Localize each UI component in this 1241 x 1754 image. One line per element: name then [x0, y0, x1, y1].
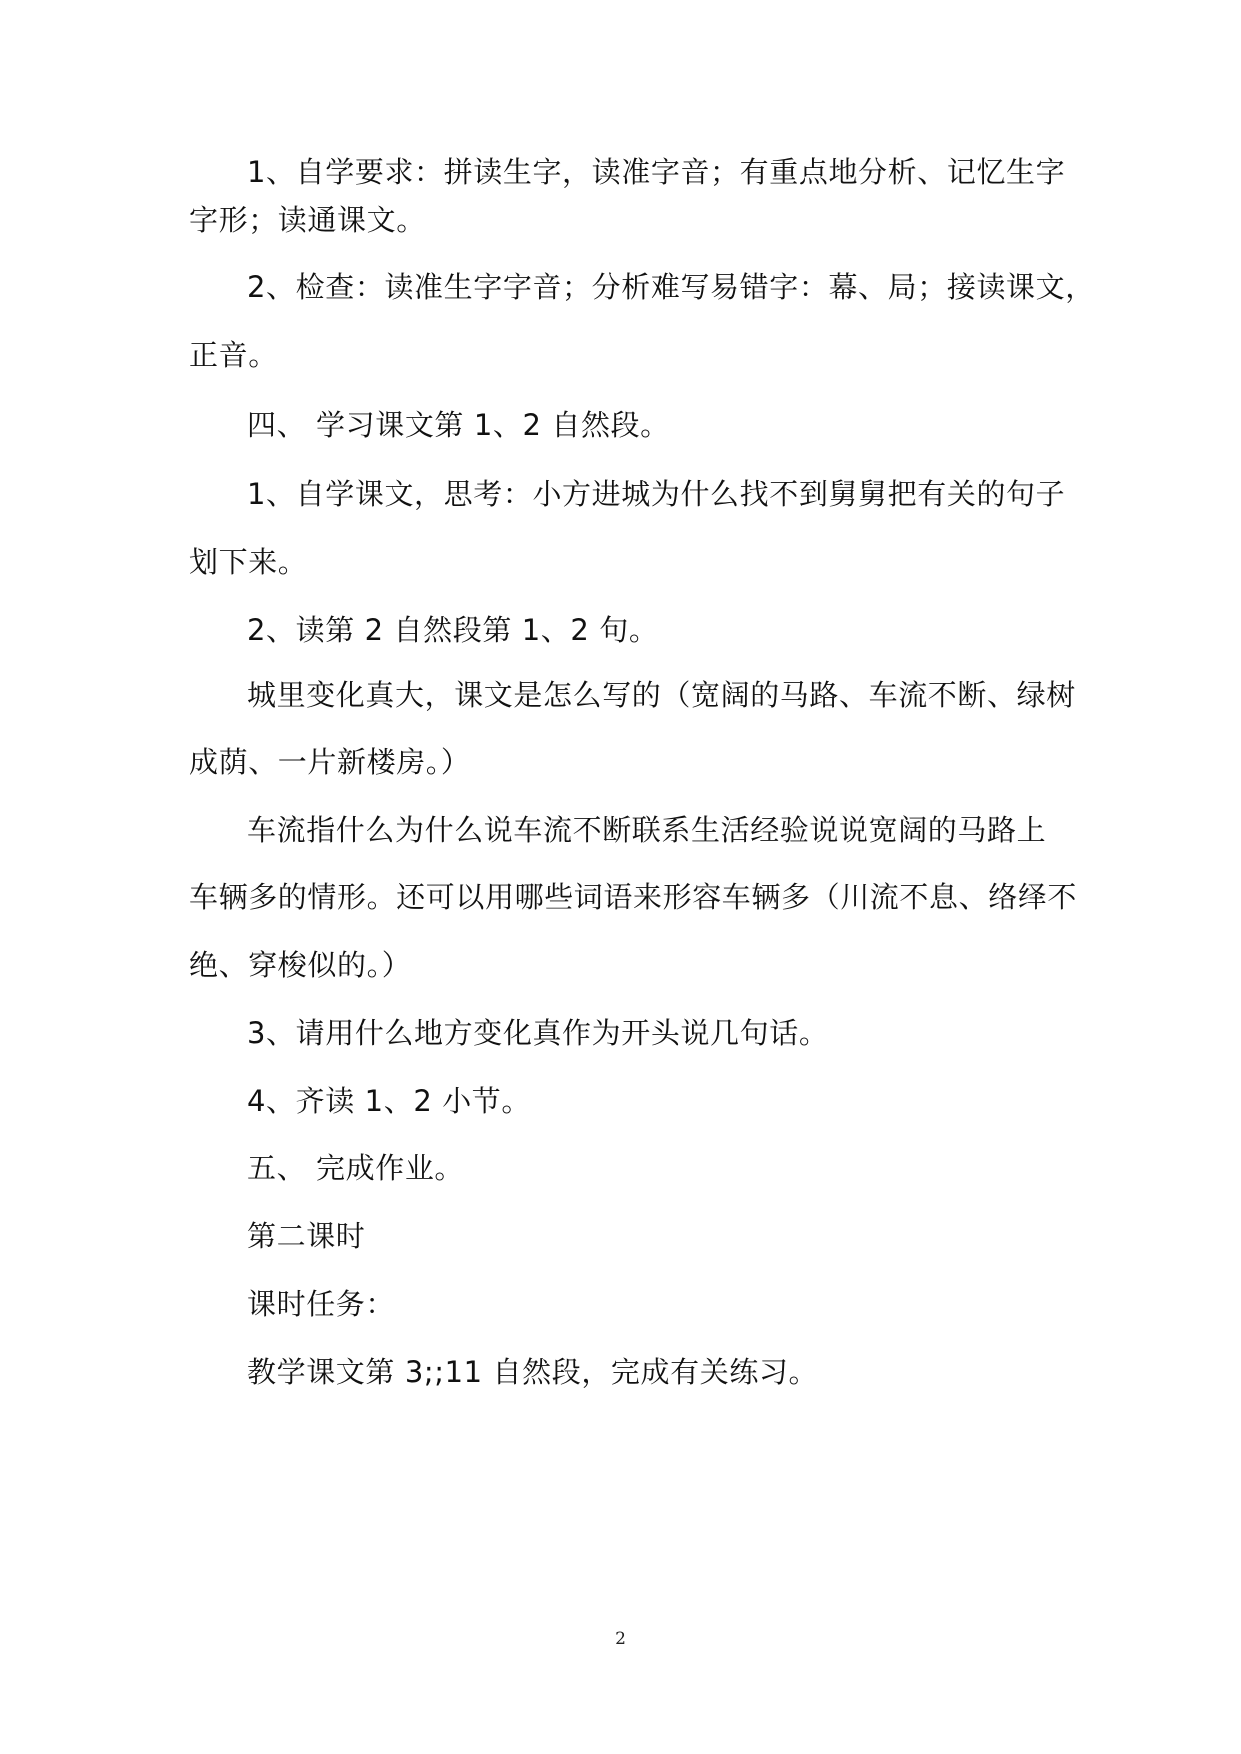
text-line: 字形；读通课文。: [189, 203, 426, 237]
text-line: 课时任务：: [247, 1287, 396, 1321]
text-line: 车辆多的情形。还可以用哪些词语来形容车辆多（川流不息、络绎不: [189, 880, 1078, 914]
section-heading: 五、 完成作业。: [247, 1151, 465, 1185]
text-line: 绝、穿梭似的。）: [189, 948, 412, 982]
text-line: 1、自学要求：拼读生字，读准字音；有重点地分析、记忆生字: [247, 155, 1066, 189]
text-line: 1、自学课文，思考：小方进城为什么找不到舅舅把有关的句子: [247, 477, 1066, 511]
text-line: 2、检查：读准生字字音；分析难写易错字：幕、局；接读课文，: [247, 270, 1095, 304]
page-number: 2: [615, 1629, 626, 1649]
text-line: 第二课时: [247, 1219, 366, 1253]
text-line: 车流指什么为什么说车流不断联系生活经验说说宽阔的马路上: [247, 813, 1047, 847]
text-line: 2、读第 2 自然段第 1、2 句。: [247, 613, 659, 647]
text-line: 城里变化真大，课文是怎么写的（宽阔的马路、车流不断、绿树: [247, 678, 1076, 712]
section-heading: 四、 学习课文第 1、2 自然段。: [247, 408, 670, 442]
text-line: 3、请用什么地方变化真作为开头说几句话。: [247, 1016, 829, 1050]
text-line: 4、齐读 1、2 小节。: [247, 1084, 531, 1118]
text-line: 成荫、一片新楼房。）: [189, 745, 471, 779]
text-line: 教学课文第 3;;11 自然段，完成有关练习。: [247, 1355, 819, 1389]
text-line: 正音。: [189, 338, 278, 372]
text-line: 划下来。: [189, 545, 308, 579]
